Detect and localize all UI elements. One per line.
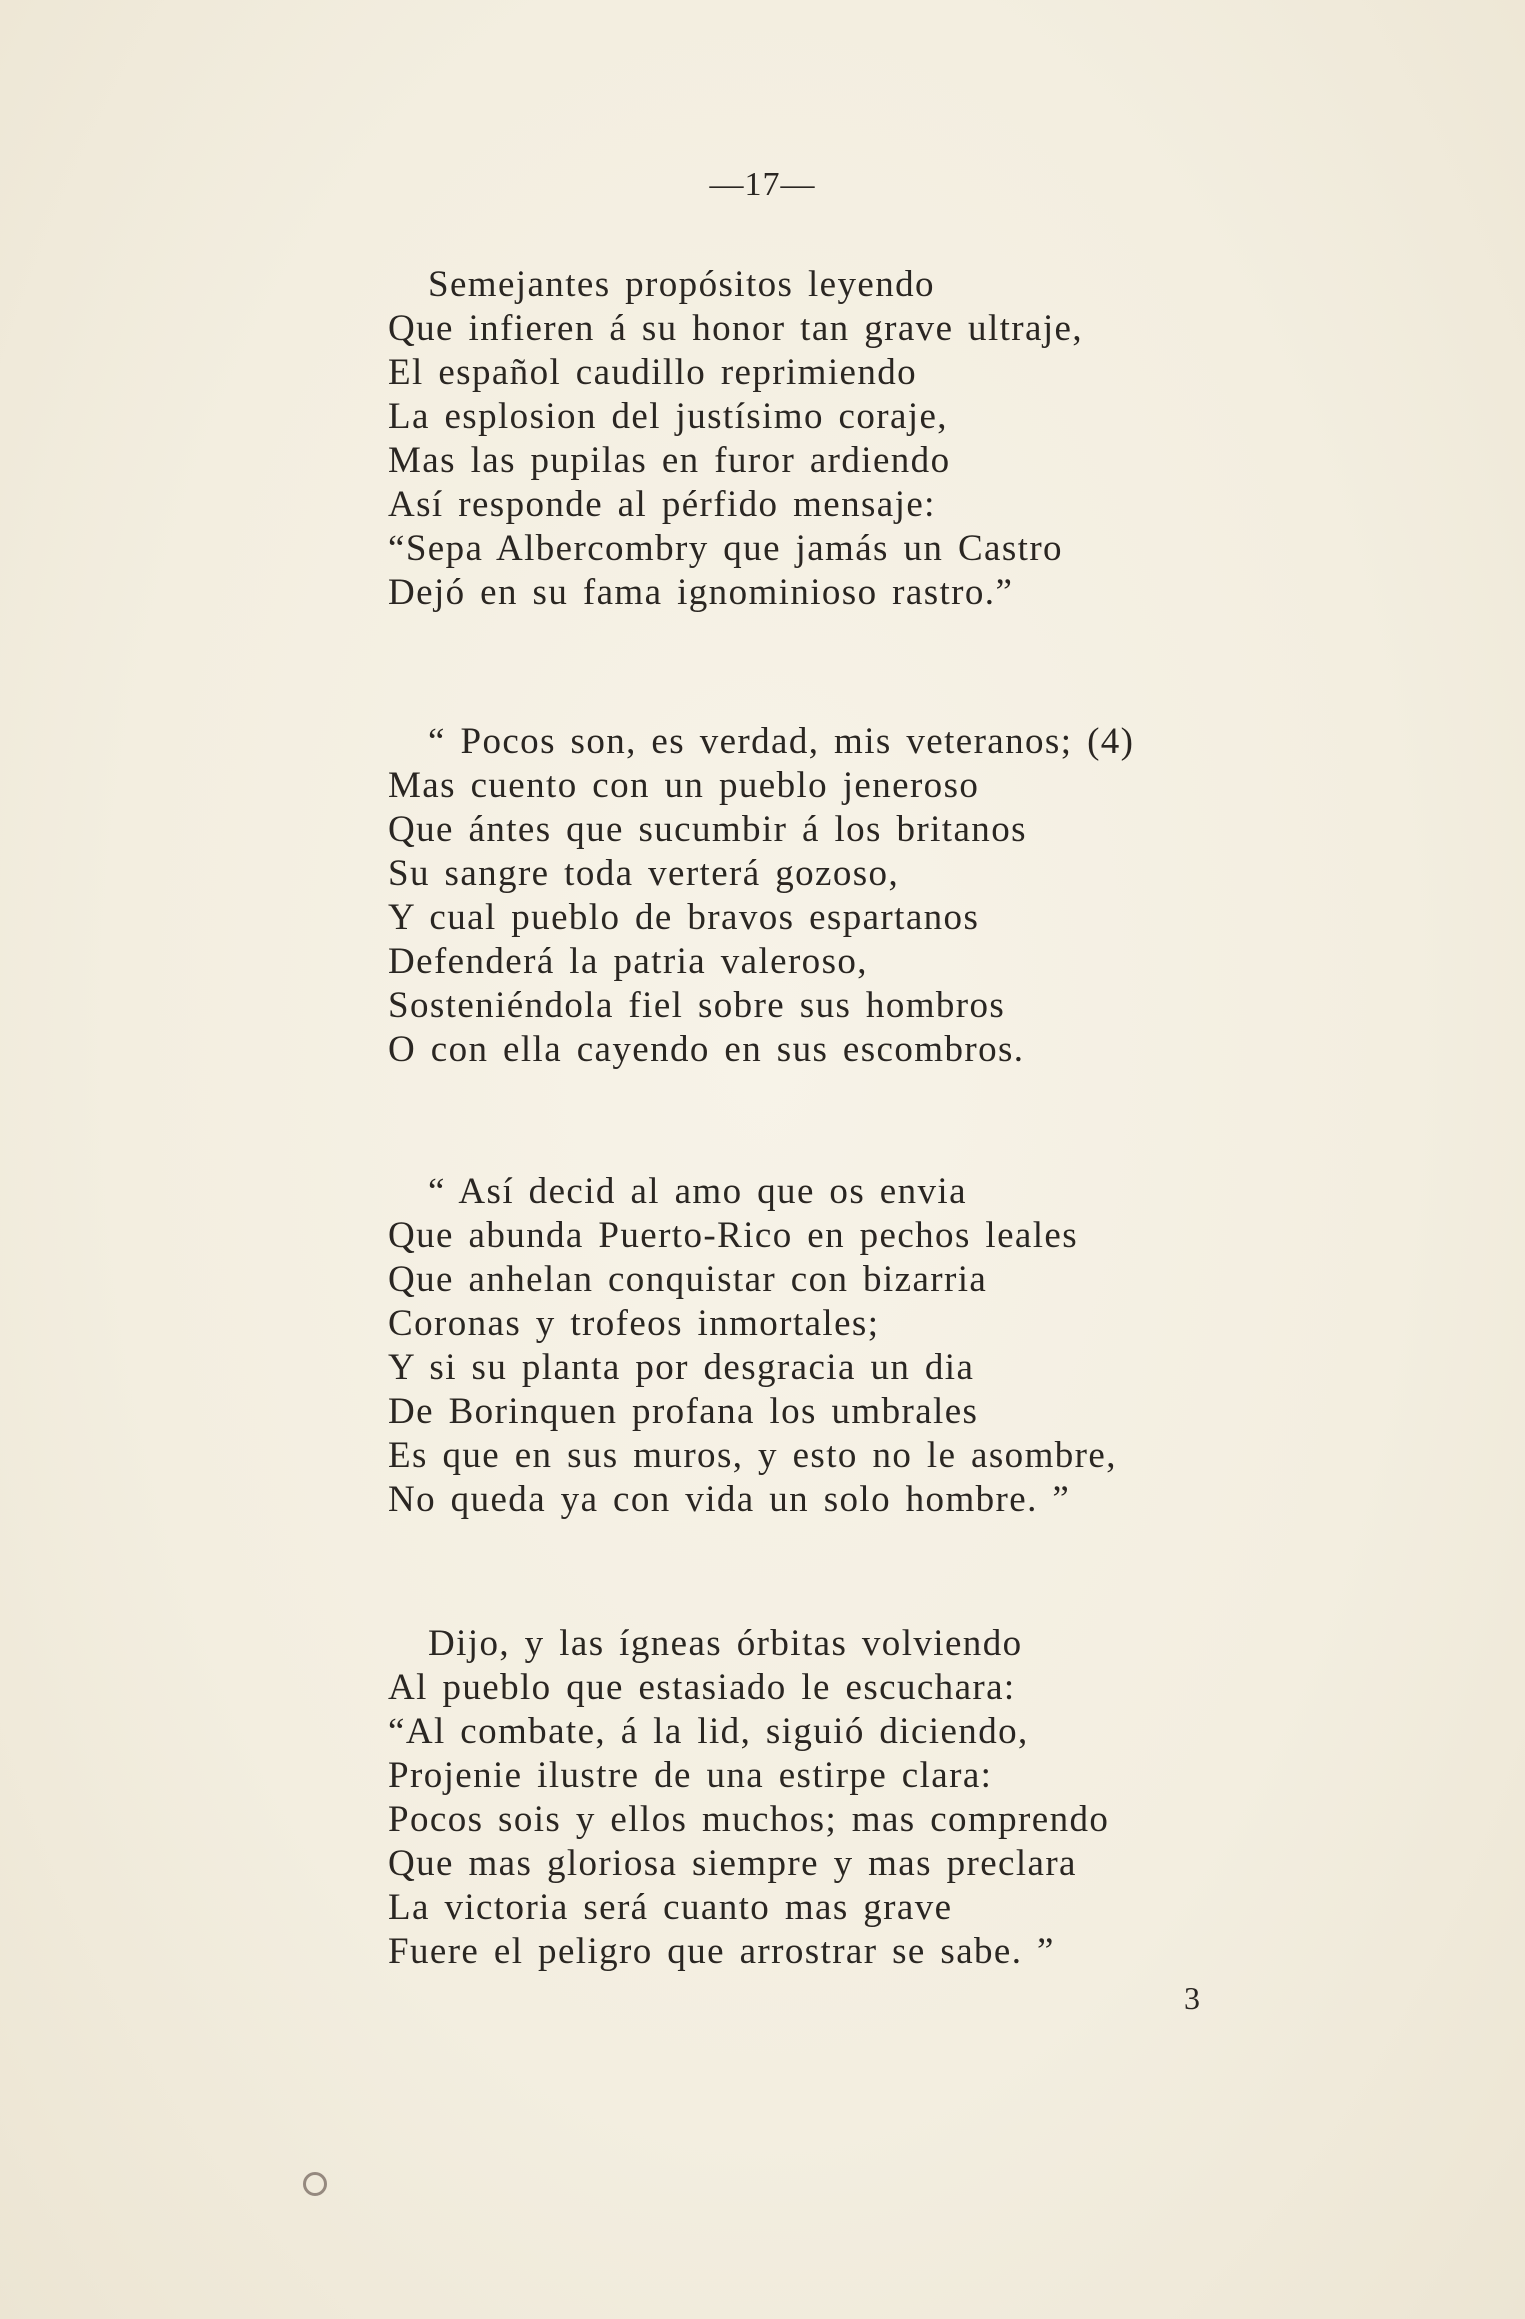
verse-line: Su sangre toda verterá gozoso, — [388, 853, 900, 894]
ink-blot — [303, 2172, 327, 2196]
verse-line: Semejantes propósitos leyendo — [428, 264, 935, 305]
verse-line: Al pueblo que estasiado le escuchara: — [388, 1667, 1016, 1708]
verse-line: Que infieren á su honor tan grave ultraje, — [388, 308, 1084, 349]
verse-line: Coronas y trofeos inmortales; — [388, 1303, 880, 1344]
verse-line: El español caudillo reprimiendo — [388, 352, 918, 393]
verse-line: Que abunda Puerto-Rico en pechos leales — [388, 1215, 1079, 1256]
verse-line: Projenie ilustre de una estirpe clara: — [388, 1755, 993, 1796]
verse-line: La esplosion del justísimo coraje, — [388, 396, 948, 437]
verse-line: No queda ya con vida un solo hombre. ” — [388, 1479, 1071, 1520]
verse-line: “Sepa Albercombry que jamás un Castro — [388, 528, 1063, 569]
verse-line: De Borinquen profana los umbrales — [388, 1391, 979, 1432]
page-number: —17— — [709, 166, 816, 203]
verse-line: Defenderá la patria valeroso, — [388, 941, 868, 982]
verse-line: Que anhelan conquistar con bizarria — [388, 1259, 988, 1300]
verse-line: Dijo, y las ígneas órbitas volviendo — [428, 1623, 1023, 1664]
verse-line: La victoria será cuanto mas grave — [388, 1887, 953, 1928]
verse-line: Y si su planta por desgracia un dia — [388, 1347, 975, 1388]
verse-line: Fuere el peligro que arrostrar se sabe. ” — [388, 1931, 1055, 1972]
stanza-4 — [388, 1622, 1248, 1974]
verse-line: Que ántes que sucumbir á los britanos — [388, 809, 1027, 850]
stanza-1 — [388, 263, 1248, 615]
verse-line: Mas cuento con un pueblo jeneroso — [388, 765, 980, 806]
verse-line: Pocos sois y ellos muchos; mas comprendo — [388, 1799, 1110, 1840]
verse-line: Mas las pupilas en furor ardiendo — [388, 440, 951, 481]
verse-line: “ Pocos son, es verdad, mis veteranos; (4) — [428, 721, 1135, 762]
verse-line: Dejó en su fama ignominioso rastro.” — [388, 572, 1014, 613]
verse-line: Así responde al pérfido mensaje: — [388, 484, 936, 525]
verse-line: “ Así decid al amo que os envia — [428, 1171, 967, 1212]
verse-line: Que mas gloriosa siempre y mas preclara — [388, 1843, 1077, 1884]
stanza-2 — [388, 720, 1248, 1072]
verse-line: “Al combate, á la lid, siguió diciendo, — [388, 1711, 1029, 1752]
verse-line: Sosteniéndola fiel sobre sus hombros — [388, 985, 1006, 1026]
verse-line: O con ella cayendo en sus escombros. — [388, 1029, 1025, 1070]
signature-mark: 3 — [1184, 1980, 1200, 2016]
verse-line: Es que en sus muros, y esto no le asombre, — [388, 1435, 1117, 1476]
verse-line: Y cual pueblo de bravos espartanos — [388, 897, 980, 938]
stanza-3 — [388, 1170, 1248, 1522]
